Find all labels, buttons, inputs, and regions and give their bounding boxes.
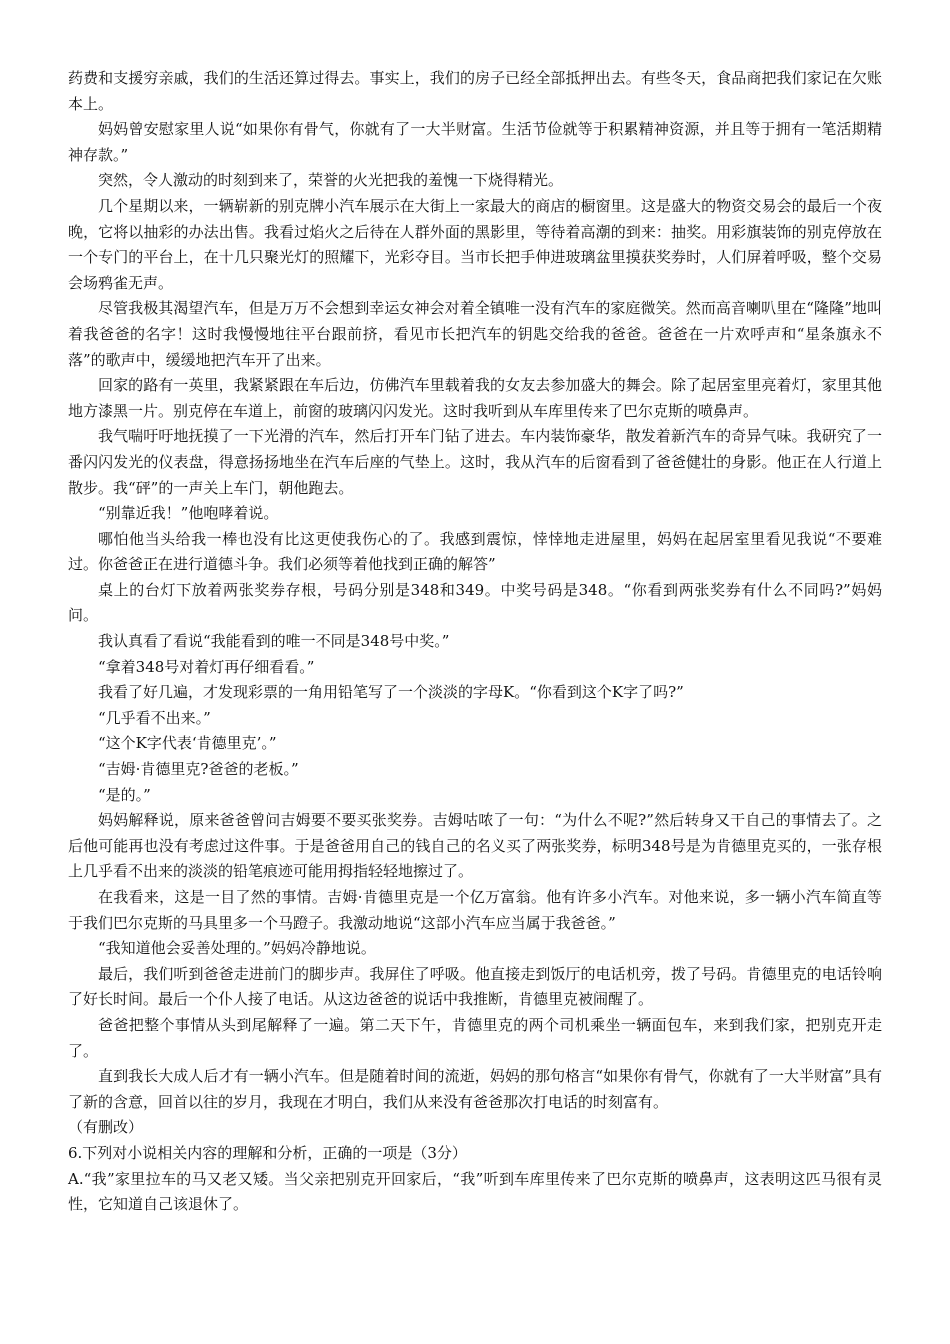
- story-paragraph: 爸爸把整个事情从头到尾解释了一遍。第二天下午，肯德里克的两个司机乘坐一辆面包车，来到我们家，把别克开走了。: [68, 1015, 882, 1060]
- story-paragraph: “这个K字代表‘肯德里克’。”: [98, 734, 277, 753]
- question-stem: 6.下列对小说相关内容的理解和分析，正确的一项是（3分）: [68, 1143, 467, 1162]
- story-paragraph: 尽管我极其渴望汽车，但是万万不会想到幸运女神会对着全镇唯一没有汽车的家庭微笑。然而高音喇叭里在“隆隆”地叫着我爸爸的名字！这时我慢慢地往平台跟前挤，看见市长把汽车的钥匙交给我的爸爸。爸爸在一片欢呼声和“星条旗永不落”的歌声中，缓缓地把汽车开了出来。: [68, 299, 882, 369]
- story-paragraph: 在我看来，这是一目了然的事情。吉姆·肯德里克是一个亿万富翁。他有许多小汽车。对他来说，多一辆小汽车简直等于我们巴尔克斯的马具里多一个马蹬子。我激动地说“这部小汽车应当属于我爸爸。”: [68, 888, 882, 932]
- story-paragraph: 几个星期以来，一辆崭新的别克牌小汽车展示在大街上一家最大的商店的橱窗里。这是盛大的物资交易会的最后一个夜晚，它将以抽彩的办法出售。我看过焰火之后待在人群外面的黑影里，等待着高潮的到来：抽奖。用彩旗装饰的别克停放在一个专门的平台上，在十几只聚光灯的照耀下，光彩夺目。当市长把手伸进玻璃盆里摸获奖券时，人们屏着呼吸，整个交易会场鸦雀无声。: [68, 196, 882, 292]
- story-paragraph: 妈妈解释说，原来爸爸曾问吉姆要不要买张奖券。吉姆咕哝了一句：“为什么不呢?”然后转身又干自己的事情去了。之后他可能再也没有考虑过这件事。于是爸爸用自己的钱自己的名义买了两张奖券，标明348号是为肯德里克买的，一张存根上几乎看不出来的淡淡的铅笔痕迹可能用拇指轻轻地擦过了。: [68, 811, 882, 881]
- story-paragraph: “别靠近我！”他咆哮着说。: [98, 504, 279, 523]
- story-paragraph: 我气喘吁吁地抚摸了一下光滑的汽车，然后打开车门钻了进去。车内装饰豪华，散发着新汽车的奇异气味。我研究了一番闪闪发光的仪表盘，得意扬扬地坐在汽车后座的气垫上。这时，我从汽车的后窗看到了爸爸健壮的身影。他正在人行道上散步。我“砰”的一声关上车门，朝他跑去。: [68, 427, 882, 497]
- story-paragraph: 桌上的台灯下放着两张奖券存根，号码分别是348和349。中奖号码是348。“你看到两张奖券有什么不同吗?”妈妈问。: [68, 580, 882, 625]
- source-note: （有删改）: [68, 1118, 144, 1137]
- story-paragraph: 药费和支援穷亲戚，我们的生活还算过得去。事实上，我们的房子已经全部抵押出去。有些冬天，食品商把我们家记在欠账本上。: [68, 69, 882, 113]
- story-paragraph: “几乎看不出来。”: [98, 708, 211, 727]
- story-paragraph: 我看了好几遍，才发现彩票的一角用铅笔写了一个淡淡的字母K。“你看到这个K字了吗?”: [98, 683, 684, 702]
- document-page: [68, 66, 882, 1218]
- story-paragraph: 回家的路有一英里，我紧紧跟在车后边，仿佛汽车里载着我的女友去参加盛大的舞会。除了起居室里亮着灯，家里其他地方漆黑一片。别克停在车道上，前窗的玻璃闪闪发光。这时我听到从车库里传来了巴尔克斯的喷鼻声。: [68, 376, 882, 420]
- question-option-a: A.“我”家里拉车的马又老又矮。当父亲把别克开回家后，“我”听到车库里传来了巴尔克斯的喷鼻声，这表明这匹马很有灵性，它知道自己该退休了。: [68, 1169, 882, 1214]
- story-paragraph: “我知道他会妥善处理的。”妈妈冷静地说。: [98, 939, 376, 958]
- story-paragraph: “吉姆·肯德里克?爸爸的老板。”: [98, 760, 299, 779]
- story-paragraph: 突然，令人激动的时刻到来了，荣誉的火光把我的羞愧一下烧得精光。: [98, 171, 564, 190]
- story-paragraph: 妈妈曾安慰家里人说“如果你有骨气，你就有了一大半财富。生活节俭就等于积累精神资源，并且等于拥有一笔活期精神存款。”: [68, 120, 882, 164]
- story-paragraph: 我认真看了看说“我能看到的唯一不同是348号中奖。”: [98, 632, 450, 651]
- story-paragraph: 最后，我们听到爸爸走进前门的脚步声。我屏住了呼吸。他直接走到饭厅的电话机旁，拨了号码。肯德里克的电话铃响了好长时间。最后一个仆人接了电话。从这边爸爸的说话中我推断，肯德里克被闹醒了。: [68, 964, 882, 1009]
- story-paragraph: “是的。”: [98, 785, 151, 804]
- story-paragraph: 哪怕他当头给我一棒也没有比这更使我伤心的了。我感到震惊，悻悻地走进屋里，妈妈在起居室里看见我说“不要难过。你爸爸正在进行道德斗争。我们必须等着他找到正确的解答”: [68, 529, 882, 574]
- story-paragraph: “拿着348号对着灯再仔细看看。”: [98, 657, 315, 676]
- story-paragraph: 直到我长大成人后才有一辆小汽车。但是随着时间的流逝，妈妈的那句格言“如果你有骨气，你就有了一大半财富”具有了新的含意，回首以往的岁月，我现在才明白，我们从来没有爸爸那次打电话的时刻富有。: [68, 1067, 882, 1111]
